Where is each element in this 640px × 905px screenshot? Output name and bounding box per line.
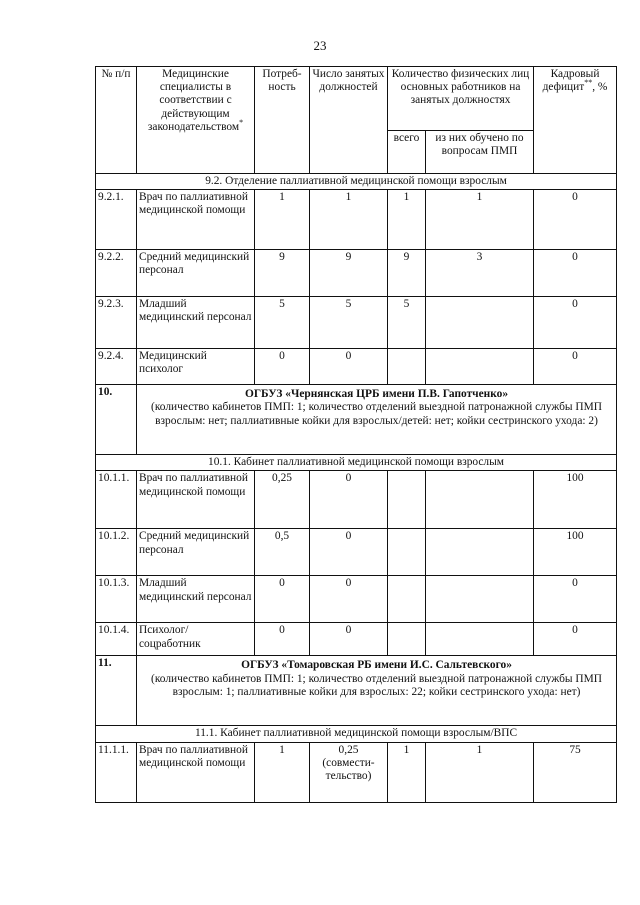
header-num: № п/п (96, 67, 137, 174)
row-positions: 0 (310, 349, 388, 385)
row-name: Средний медицинский персонал (137, 529, 255, 576)
row-positions: 0,25 (совмести-тельство) (310, 742, 388, 802)
row-name: Врач по паллиативной медицинской помощи (137, 742, 255, 802)
row-deficit: 100 (534, 529, 617, 576)
row-total (388, 623, 426, 656)
row-total: 9 (388, 250, 426, 297)
row-num: 9.2.2. (96, 250, 137, 297)
row-num: 9.2.1. (96, 190, 137, 250)
row-need: 5 (255, 297, 310, 349)
org-block (137, 656, 617, 726)
org-num: 10. (96, 385, 137, 455)
row-name: Младший медицинский персонал (137, 576, 255, 623)
staffing-table (95, 66, 617, 803)
row-trained: 3 (426, 250, 534, 297)
section-title: 11.1. Кабинет паллиативной медицинской помощи взрослым/ВПС (96, 726, 617, 742)
header-total: всего (388, 131, 426, 174)
header-deficit: Кадровый дефицит**, % (534, 67, 617, 174)
row-need: 1 (255, 190, 310, 250)
row-total: 1 (388, 190, 426, 250)
table-row (96, 349, 617, 385)
header-specialists: Медицинские специалисты в соответствии с действующим законодательством* (137, 67, 255, 174)
row-positions: 0 (310, 576, 388, 623)
table-row (96, 190, 617, 250)
header-trained: из них обучено по вопросам ПМП (426, 131, 534, 174)
row-need: 0,5 (255, 529, 310, 576)
row-deficit: 100 (534, 471, 617, 529)
row-total (388, 529, 426, 576)
row-deficit: 75 (534, 742, 617, 802)
row-deficit: 0 (534, 250, 617, 297)
section-title-row (96, 455, 617, 471)
row-need: 9 (255, 250, 310, 297)
row-trained (426, 529, 534, 576)
section-title-row (96, 174, 617, 190)
row-num: 10.1.4. (96, 623, 137, 656)
row-total (388, 471, 426, 529)
table-row (96, 576, 617, 623)
header-need: Потреб-ность (255, 67, 310, 174)
row-total (388, 349, 426, 385)
row-positions: 9 (310, 250, 388, 297)
row-positions: 5 (310, 297, 388, 349)
row-num: 9.2.3. (96, 297, 137, 349)
org-block (137, 385, 617, 455)
org-title: ОГБУЗ «Томаровская РБ имени И.С. Сальтевского» (241, 659, 512, 672)
row-total: 1 (388, 742, 426, 802)
row-trained (426, 576, 534, 623)
row-trained (426, 471, 534, 529)
row-num: 10.1.1. (96, 471, 137, 529)
table-row (96, 250, 617, 297)
table-row (96, 742, 617, 802)
row-num: 10.1.3. (96, 576, 137, 623)
org-row (96, 656, 617, 726)
row-deficit: 0 (534, 349, 617, 385)
section-title-row (96, 726, 617, 742)
org-desc: (количество кабинетов ПМП: 1; количество отделений выездной патронажной службы ПМП взрослым: 1; паллиативные койки для взрослых: 22; койки сестринского ухода: нет) (151, 672, 602, 698)
row-trained (426, 623, 534, 656)
row-need: 0 (255, 349, 310, 385)
row-name: Психолог/ соцработник (137, 623, 255, 656)
table-row (96, 529, 617, 576)
org-num: 11. (96, 656, 137, 726)
row-num: 9.2.4. (96, 349, 137, 385)
row-name: Медицинский психолог (137, 349, 255, 385)
row-name: Врач по паллиативной медицинской помощи (137, 471, 255, 529)
row-deficit: 0 (534, 576, 617, 623)
row-need: 0 (255, 623, 310, 656)
row-deficit: 0 (534, 297, 617, 349)
row-num: 10.1.2. (96, 529, 137, 576)
row-name: Младший медицинский персонал (137, 297, 255, 349)
row-name: Средний медицинский персонал (137, 250, 255, 297)
header-positions: Число занятых должностей (310, 67, 388, 174)
row-need: 0,25 (255, 471, 310, 529)
row-deficit: 0 (534, 623, 617, 656)
org-row (96, 385, 617, 455)
section-title: 10.1. Кабинет паллиативной медицинской помощи взрослым (96, 455, 617, 471)
table-row (96, 471, 617, 529)
table-row (96, 297, 617, 349)
row-trained: 1 (426, 742, 534, 802)
row-trained (426, 349, 534, 385)
row-deficit: 0 (534, 190, 617, 250)
row-positions: 1 (310, 190, 388, 250)
row-trained (426, 297, 534, 349)
header-row (96, 67, 617, 131)
row-need: 1 (255, 742, 310, 802)
row-trained: 1 (426, 190, 534, 250)
row-need: 0 (255, 576, 310, 623)
section-title: 9.2. Отделение паллиативной медицинской помощи взрослым (96, 174, 617, 190)
row-positions: 0 (310, 529, 388, 576)
table-row (96, 623, 617, 656)
row-positions: 0 (310, 471, 388, 529)
row-name: Врач по паллиативной медицинской помощи (137, 190, 255, 250)
header-persons: Количество физических лиц основных работников на занятых должностях (388, 67, 534, 131)
row-positions: 0 (310, 623, 388, 656)
row-num: 11.1.1. (96, 742, 137, 802)
page-number: 23 (313, 38, 327, 53)
row-total (388, 576, 426, 623)
row-total: 5 (388, 297, 426, 349)
org-desc: (количество кабинетов ПМП: 1; количество отделений выездной патронажной службы ПМП взрослым: нет; паллиативные койки для взрослых/детей: нет; койки сестринского ухода: 2) (151, 401, 602, 427)
org-title: ОГБУЗ «Чернянская ЦРБ имени П.В. Гапотченко» (244, 388, 509, 401)
